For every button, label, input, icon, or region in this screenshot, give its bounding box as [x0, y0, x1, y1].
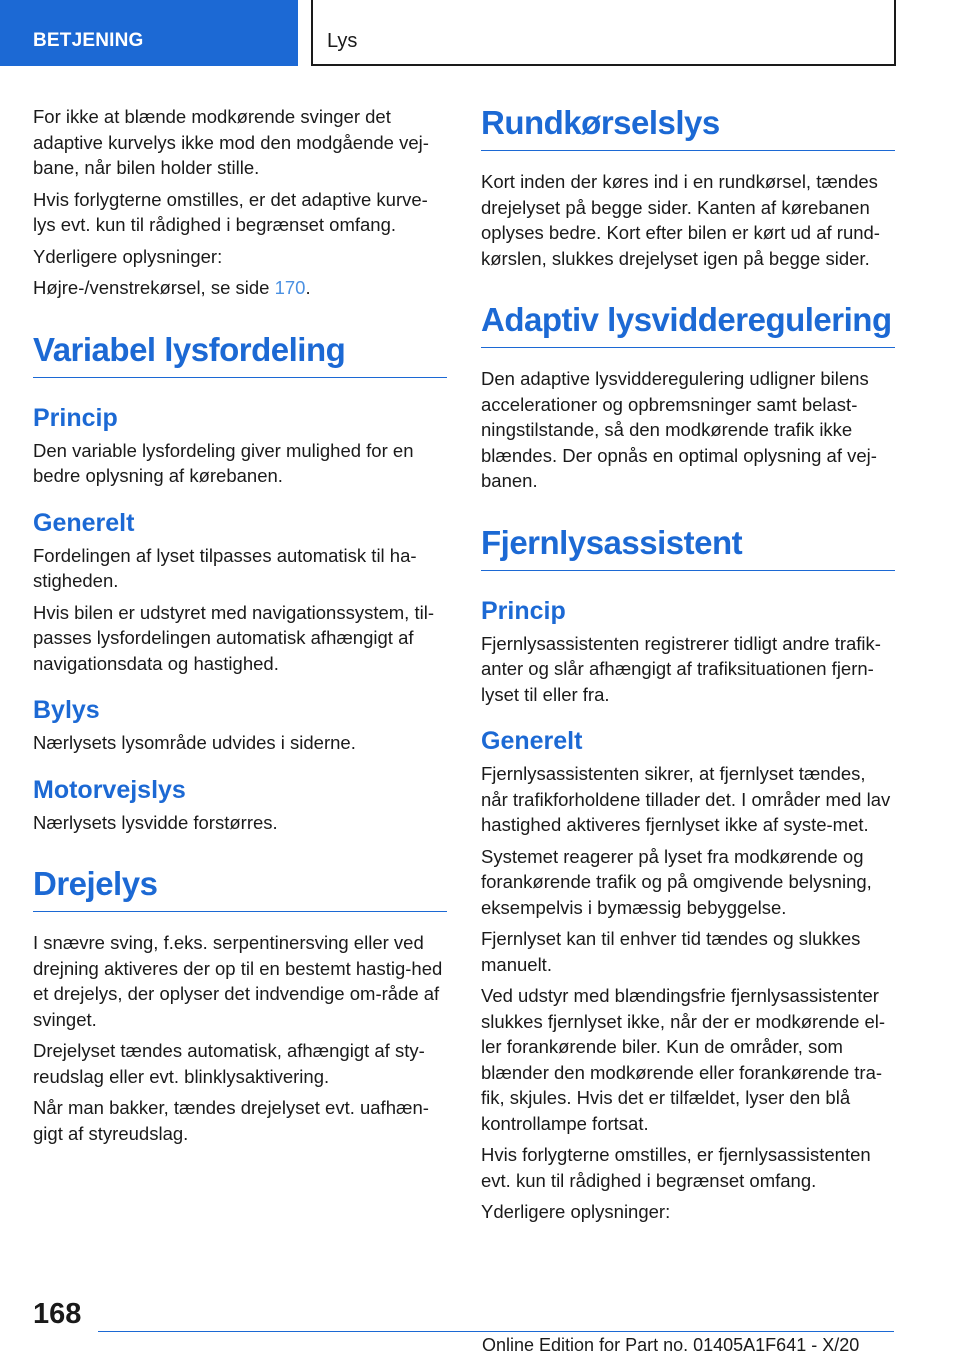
header-section-label: BETJENING [0, 0, 298, 66]
rundkorselslys-paragraph: Kort inden der køres ind i en rundkørsel, tændes drejelyset på begge sider. Kanten af kørebanen oplyses bedre. Kort efter bilen er kørt ud af rund-kørslen, slukkes drejelyset igen på begge sider. [481, 171, 880, 269]
fjernlys-generelt-paragraph-5: Hvis forlygterne omstilles, er fjernlysassistenten evt. kun til rådighed i begrænset omfang. [481, 1144, 871, 1191]
fjernlys-princip-paragraph: Fjernlysassistenten registrerer tidligt andre trafik-anter og slår afhængigt af trafiksituationen fjern-lyset til eller fra. [481, 632, 881, 705]
page-number: 168 [33, 1298, 82, 1330]
edition-note: Online Edition for Part no. 01405A1F641 - X/20 [482, 1335, 860, 1355]
intro-paragraph-1: For ikke at blænde modkørende svinger det adaptive kurvelys ikke mod den modgående vej-bane, når bilen holder stille. [33, 106, 429, 178]
heading-adaptiv-lysvidderegulering: Adaptiv lysvidderegulering [481, 301, 895, 348]
heading-generelt: Generelt [33, 508, 135, 537]
cross-reference-text: Højre-/venstrekørsel, se side [33, 277, 275, 298]
fjernlys-generelt-paragraph-1: Fjernlysassistenten sikrer, at fjernlyset tændes, når trafikforholdene tillader det. I områder med lav hastighed aktiveres fjernlyset ikke af syste-met. [481, 763, 891, 835]
motorvejslys-paragraph: Nærlysets lysvidde forstørres. [33, 811, 278, 833]
adaptiv-paragraph: Den adaptive lysvidderegulering udligner bilens accelerationer og opbremsninger samt belast-ningstilstande, så den modkørende trafik ikke blændes. Der opnås en optimal oplysning af vej-banen. [481, 368, 877, 491]
fjernlys-generelt-paragraph-6: Yderligere oplysninger: [481, 1201, 671, 1222]
generelt-paragraph-2: Hvis bilen er udstyret med navigationssystem, til-passes lysfordelingen automatisk afhængigt af navigationsdata og hastighed. [33, 601, 434, 674]
fjernlys-generelt-paragraph-2: Systemet reagerer på lyset fra modkørende og forankørende trafik og på omgivende belysning, eksempelvis i bymæssig bebyggelse. [481, 845, 872, 918]
fjernlys-generelt-paragraph-3: Fjernlyset kan til enhver tid tændes og slukkes manuelt. [481, 928, 861, 975]
heading-princip: Princip [33, 403, 118, 432]
cross-reference [33, 275, 447, 301]
intro-paragraph-2: Hvis forlygterne omstilles, er det adaptive kurve-lys evt. kun til rådighed i begrænset omfang. [33, 188, 428, 235]
heading-fjernlys-princip: Princip [481, 596, 566, 625]
princip-paragraph: Den variable lysfordeling giver mulighed for en bedre oplysning af kørebanen. [33, 439, 414, 486]
heading-rundkorselslys: Rundkørselslys [481, 104, 895, 151]
footer-divider [98, 1331, 894, 1332]
drejelys-paragraph-2: Drejelyset tændes automatisk, afhængigt af sty-reudslag eller evt. blinklysaktivering. [33, 1040, 425, 1087]
left-column [33, 104, 447, 1152]
page-header [0, 0, 960, 66]
heading-fjernlysassistent: Fjernlysassistent [481, 524, 895, 571]
heading-fjernlys-generelt: Generelt [481, 727, 583, 755]
generelt-paragraph-1: Fordelingen af lyset tilpasses automatisk til ha-stigheden. [33, 544, 417, 591]
heading-drejelys: Drejelys [33, 865, 447, 912]
fjernlys-generelt-paragraph-4: Ved udstyr med blændingsfrie fjernlysassistenter slukkes fjernlyset ikke, når der er modkørende el-ler forankørende biler. Kun de områder, som blænder den modkørende eller forankørende tra-fik, skjules. Hvis det er tilfældet, lyser den blå kontrollampe fortsat. [481, 985, 886, 1134]
heading-variabel-lysfordeling: Variabel lysfordeling [33, 331, 447, 378]
page-link-170[interactable]: 170 [274, 277, 306, 298]
heading-motorvejslys: Motorvejslys [33, 775, 186, 804]
drejelys-paragraph-1: I snævre sving, f.eks. serpentinersving eller ved drejning aktiveres der op til en bestemt hastig-hed et drejelys, der oplyser det indvendige om-råde af svinget. [33, 932, 443, 1030]
bylys-paragraph: Nærlysets lysområde udvides i siderne. [33, 732, 356, 753]
cross-reference-end: . [305, 277, 311, 298]
header-topic-label: Lys [311, 0, 896, 66]
heading-bylys: Bylys [33, 696, 100, 724]
drejelys-paragraph-3: Når man bakker, tændes drejelyset evt. uafhæn-gigt af styreudslag. [33, 1097, 429, 1144]
intro-paragraph-3: Yderligere oplysninger: [33, 245, 223, 267]
right-column [481, 104, 895, 1231]
